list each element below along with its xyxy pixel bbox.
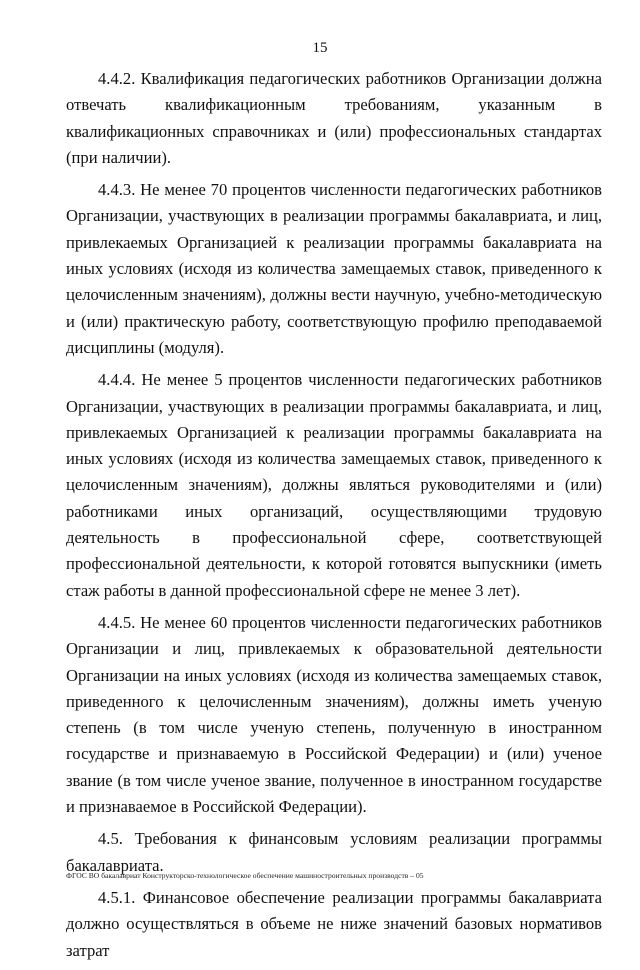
- page-number: 15: [312, 40, 328, 56]
- paragraph-4-4-3: 4.4.3. Не менее 70 процентов численности педагогических работников Организации, участвующих в реализации программы бакалавриата, и лиц, привлекаемых Организацией к реализации программы бакалавриата на иных условиях (исходя из количества замещаемых ставок, приведенного к целочисленным значениям), должны вести научную, учебно-методическую и (или) практическую работу, соответствующую профилю преподаваемой дисциплины (модуля).: [66, 180, 602, 357]
- paragraph-4-5-heading: 4.5. Требования к финансовым условиям реализации программы бакалавриата.: [66, 829, 602, 875]
- paragraph-4-4-5: 4.4.5. Не менее 60 процентов численности педагогических работников Организации и лиц, привлекаемых к образовательной деятельности Организации на иных условиях (исходя из количества замещаемых ставок, приведенного к целочисленным значениям), должны иметь ученую степень (в том числе ученую степень, полученную в иностранном государстве и признаваемую в Российской Федерации) и (или) ученое звание (в том числе ученое звание, полученное в иностранном государстве и признаваемое в Российской Федерации).: [66, 612, 602, 817]
- document-footer: ФГОС ВО бакалавриат Конструкторско-технологическое обеспечение машиностроительных производств – 05: [66, 871, 424, 880]
- document-body: [66, 66, 602, 970]
- paragraph-4-4-2: 4.4.2. Квалификация педагогических работников Организации должна отвечать квалификационным требованиям, указанным в квалификационных справочниках и (или) профессиональных стандартах (при наличии).: [66, 69, 602, 167]
- paragraph-4-5-1: 4.5.1. Финансовое обеспечение реализации программы бакалавриата должно осуществляться в объеме не ниже значений базовых нормативов затрат: [66, 887, 602, 960]
- paragraph-4-4-4: 4.4.4. Не менее 5 процентов численности педагогических работников Организации, участвующих в реализации программы бакалавриата, и лиц, привлекаемых Организацией к реализации программы бакалавриата на иных условиях (исходя из количества замещаемых ставок, приведенного к целочисленным значениям), должны являться руководителями и (или) работниками иных организаций, осуществляющими трудовую деятельность в профессиональной сфере, соответствующей профессиональной деятельности, к которой готовятся выпускники (иметь стаж работы в данной профессиональной сфере не менее 3 лет).: [66, 370, 602, 600]
